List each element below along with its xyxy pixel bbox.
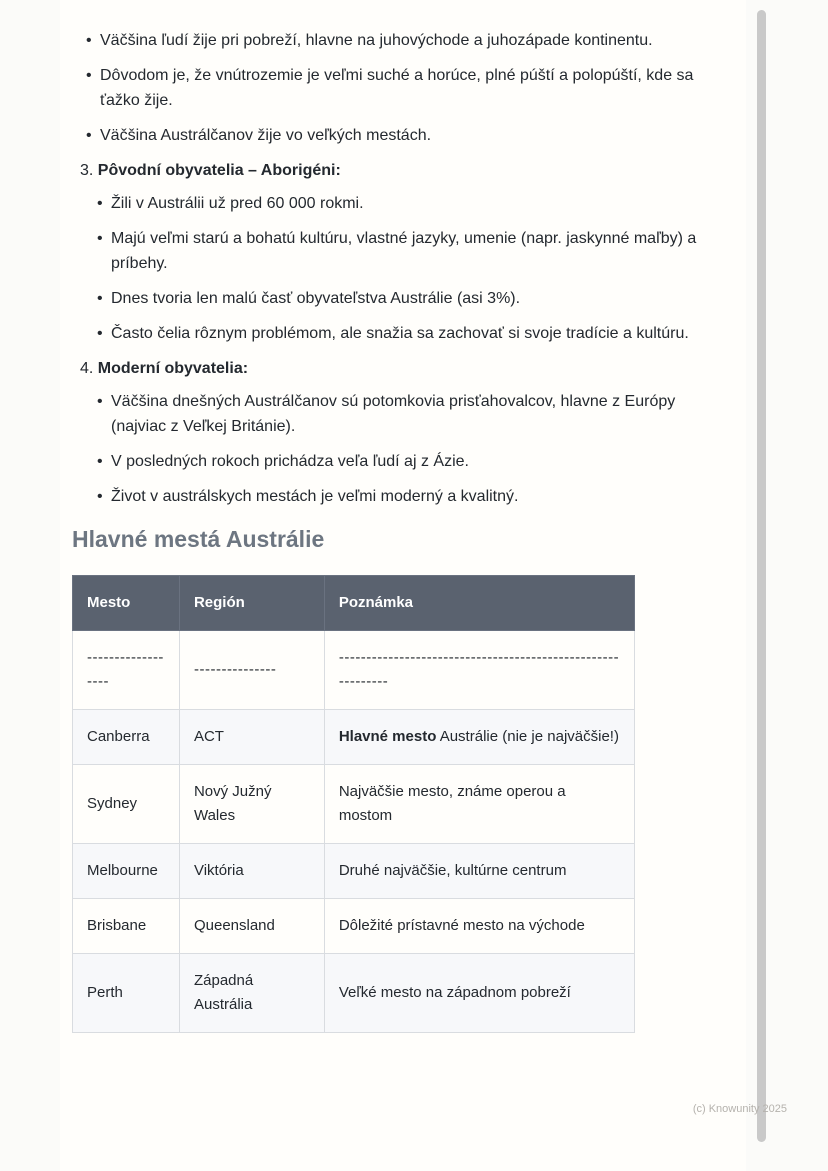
cell-poznamka: Dôležité prístavné mesto na východe	[324, 899, 634, 954]
section-title-text: Pôvodní obyvatelia – Aborigéni:	[97, 162, 341, 179]
bullet-item: • Život v austrálskych mestách je veľmi moderný a kvalitný.	[97, 484, 720, 509]
cell-poznamka: ------------------------------------------------------------	[324, 631, 634, 710]
note-text: Austrálie (nie je najväčšie!)	[436, 728, 619, 745]
cell-region: Západná Austrália	[179, 954, 324, 1033]
note-bold: Hlavné mesto	[338, 728, 437, 745]
section-aborigines	[80, 158, 720, 346]
section-title	[80, 158, 720, 183]
section-modern-inhabitants	[80, 356, 720, 509]
bullet-item: • Väčšina Austrálčanov žije vo veľkých mestách.	[86, 123, 720, 148]
cell-region: ACT	[179, 710, 324, 765]
table-header-row	[73, 576, 635, 631]
bullet-item: • V posledných rokoch prichádza veľa ľudí aj z Ázie.	[97, 449, 720, 474]
table-row	[73, 899, 635, 954]
table-row	[73, 710, 635, 765]
cell-region: Nový Južný Wales	[179, 765, 324, 844]
cell-region: ---------------	[179, 631, 324, 710]
cell-mesto: Perth	[73, 954, 180, 1033]
bullet-item: • Dnes tvoria len malú časť obyvateľstva Austrálie (asi 3%).	[97, 286, 720, 311]
col-header-mesto: Mesto	[73, 576, 180, 631]
bullet-item: • Dôvodom je, že vnútrozemie je veľmi suché a horúce, plné púští a polopúští, kde sa ťažko žije.	[86, 63, 720, 113]
table-row	[73, 765, 635, 844]
col-header-region: Región	[179, 576, 324, 631]
section-title	[80, 356, 720, 381]
bullet-item: • Väčšina dnešných Austrálčanov sú potomkovia prisťahovalcov, hlavne z Európy (najviac z Veľkej Británie).	[97, 389, 720, 439]
section-title-text: Moderní obyvatelia:	[97, 360, 249, 377]
cell-region: Viktória	[179, 844, 324, 899]
cell-poznamka: Veľké mesto na západnom pobreží	[324, 954, 634, 1033]
cell-mesto: Brisbane	[73, 899, 180, 954]
intro-bullet-list	[86, 28, 720, 148]
cell-poznamka: Druhé najväčšie, kultúrne centrum	[324, 844, 634, 899]
bullet-item: • Majú veľmi starú a bohatú kultúru, vlastné jazyky, umenie (napr. jaskynné maľby) a príbehy.	[97, 226, 720, 276]
scrollbar-track[interactable]	[748, 0, 766, 1171]
cell-poznamka: Najväčšie mesto, známe operou a mostom	[324, 765, 634, 844]
cities-table	[72, 575, 635, 1033]
section-bullet-list	[97, 389, 720, 509]
bullet-item: • Často čelia rôznym problémom, ale snažia sa zachovať si svoje tradície a kultúru.	[97, 321, 720, 346]
cell-mesto: ------------------	[73, 631, 180, 710]
section-number: 3.	[80, 162, 94, 179]
table-row	[73, 631, 635, 710]
document-page	[60, 0, 746, 1171]
cell-mesto: Sydney	[73, 765, 180, 844]
bullet-item: • Žili v Austrálii už pred 60 000 rokmi.	[97, 191, 720, 216]
copyright-watermark: (c) Knowunity 2025	[692, 1103, 787, 1115]
section-heading: Hlavné mestá Austrálie	[72, 526, 325, 552]
section-number: 4.	[80, 360, 94, 377]
section-bullet-list	[97, 191, 720, 346]
cell-mesto: Canberra	[73, 710, 180, 765]
cell-region: Queensland	[179, 899, 324, 954]
scrollbar-thumb[interactable]	[757, 10, 766, 1142]
table-row	[73, 844, 635, 899]
col-header-poznamka: Poznámka	[324, 576, 634, 631]
cell-poznamka	[324, 710, 634, 765]
table-row	[73, 954, 635, 1033]
cell-mesto: Melbourne	[73, 844, 180, 899]
bullet-item: • Väčšina ľudí žije pri pobreží, hlavne na juhovýchode a juhozápade kontinentu.	[86, 28, 720, 53]
